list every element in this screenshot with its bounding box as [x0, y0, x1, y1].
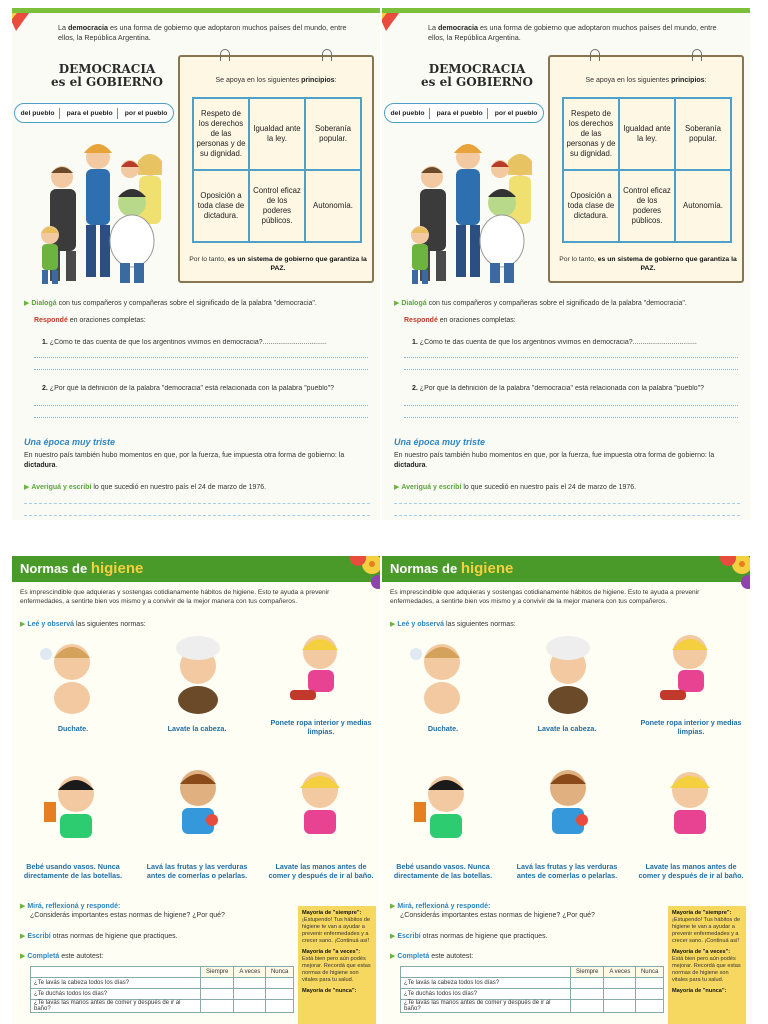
norm-caption-6: Lavate las manos antes de comer y después de ir al baño.: [638, 862, 744, 880]
answer-cell[interactable]: [636, 989, 664, 1000]
people-group-illustration: [34, 131, 180, 293]
answer-cell[interactable]: [234, 978, 266, 989]
hygiene-title: Normas de higiene: [20, 560, 144, 577]
principles-board: [178, 55, 374, 283]
democracy-sheet-right: [382, 8, 750, 520]
principles-subtitle: Se apoya en los siguientes principios:: [585, 77, 707, 84]
corner-flag-icon: [12, 9, 32, 31]
answer-cell[interactable]: [604, 978, 636, 989]
arrow-right-icon: ▶: [20, 953, 26, 960]
autotest-results-box: Mayoría de "siempre": ¡Estupendo! Tus hábitos de higiene te van a ayudar a prevenir enfermedades y a crecer sano. ¡Continuá así! Mayoría de "a veces": Está bien pero aún podés mejorar. Recordá que estas normas de higiene son vitales para tu salud. Mayoría de "nunca":: [298, 906, 376, 1024]
read-task: ▶ Leé y observá las siguientes normas:: [390, 621, 516, 628]
dictatorship-paragraph: En nuestro país también hubo momentos en que, por la fuerza, fue impuesta otra forma de gobierno: la dictadura.: [24, 452, 345, 469]
principle-control: Control eficaz de los poderes públicos.: [619, 170, 675, 242]
principle-oposicion: Oposición a toda clase de dictadura.: [563, 170, 619, 242]
principle-igualdad: Igualdad ante la ley.: [249, 98, 305, 170]
answer-cell[interactable]: [201, 978, 234, 989]
principle-control: Control eficaz de los poderes públicos.: [249, 170, 305, 242]
reflect-task: ▶ Mirá, reflexioná y respondé:: [20, 903, 121, 910]
norm-caption-5: Lavá las frutas y las verduras antes de comerlas o pelarlas.: [516, 862, 618, 880]
question-2: 2. ¿Por qué la definición de la palabra "democracia" está relacionada con la palabra "pueblo"?: [412, 385, 705, 392]
principle-oposicion: Oposición a toda clase de dictadura.: [193, 170, 249, 242]
reflect-question: ¿Considerás importantes estas normas de higiene? ¿Por qué?: [400, 912, 595, 919]
norm-caption-4: Bebé usando vasos. Nunca directamente de las botellas.: [23, 862, 123, 880]
complete-task: ▶ Completá este autotest:: [390, 953, 474, 960]
answer-cell[interactable]: [201, 1000, 234, 1013]
arrow-right-icon: ▶: [390, 933, 396, 940]
arrow-right-icon: ▶: [394, 484, 400, 491]
table-row: ¿Te duchás todos los días?: [31, 989, 294, 1000]
col-siempre: Siempre: [571, 967, 604, 978]
hygiene-sheet-left: [12, 556, 380, 1024]
table-header-row: [401, 967, 664, 978]
hygiene-intro: Es imprescindible que adquieras y sostengas cotidianamente hábitos de higiene. Esto te ayuda a prevenir enfermedades, a sentirte bien vos mismo y a convivir de la mejor manera con tus compañeros.: [20, 589, 330, 605]
democracy-title: DEMOCRACIA es el GOBIERNO: [51, 62, 163, 89]
principle-soberania: Soberanía popular.: [675, 98, 731, 170]
board-hook-icon: [692, 49, 702, 61]
norm-caption-4: Bebé usando vasos. Nunca directamente de las botellas.: [393, 862, 493, 880]
norm-caption-2: Lavate la cabeza.: [167, 724, 227, 733]
col-a-veces: A veces: [234, 967, 266, 978]
kid-wash-fruit-illustration: [160, 760, 234, 846]
norm-caption-3: Ponete ropa interior y medias limpias.: [640, 718, 742, 736]
autotest-table: [30, 966, 294, 1013]
kid-wash-hair-illustration: [530, 630, 604, 716]
pill-por-el-pueblo: por el pueblo: [494, 109, 538, 117]
people-pills: [14, 103, 174, 123]
democracy-intro: La democracia es una forma de gobierno que adoptaron muchos países del mundo, entre ellos, la República Argentina.: [58, 23, 347, 42]
section-title: Una época muy triste: [394, 437, 486, 447]
board-conclusion: Por lo tanto, es un sistema de gobierno que garantiza la PAZ.: [559, 256, 737, 272]
read-task: ▶ Leé y observá las siguientes normas:: [20, 621, 146, 628]
principle-autonomia: Autonomía.: [305, 170, 361, 242]
col-nunca: Nunca: [266, 967, 294, 978]
principle-autonomia: Autonomía.: [675, 170, 731, 242]
answer-cell[interactable]: [266, 978, 294, 989]
table-row: ¿Te lavás las manos antes de comer y después de ir al baño?: [31, 1000, 294, 1013]
kid-shower-illustration: [34, 632, 108, 718]
board-hook-icon: [322, 49, 332, 61]
write-task: ▶ Escribí otras normas de higiene que practiques.: [390, 933, 548, 940]
answer-cell[interactable]: [604, 989, 636, 1000]
principles-grid: [562, 97, 732, 243]
people-pills: [384, 103, 544, 123]
investigate-task: ▶ Averiguá y escribí lo que sucedió en nuestro país el 24 de marzo de 1976.: [24, 484, 267, 491]
answer-cell[interactable]: [266, 1000, 294, 1013]
answer-cell[interactable]: [234, 989, 266, 1000]
arrow-right-icon: ▶: [390, 621, 396, 628]
answer-cell[interactable]: [266, 989, 294, 1000]
arrow-right-icon: ▶: [394, 300, 400, 307]
board-hook-icon: [220, 49, 230, 61]
kid-wash-fruit-illustration: [530, 760, 604, 846]
answer-line[interactable]: [34, 357, 368, 358]
dialog-task: ▶ Dialogá con tus compañeros y compañeras sobre el significado de la palabra "democracia".: [24, 300, 317, 307]
reflect-task: ▶ Mirá, reflexioná y respondé:: [390, 903, 491, 910]
answer-line[interactable]: [394, 503, 740, 504]
norm-caption-5: Lavá las frutas y las verduras antes de comerlas o pelarlas.: [146, 862, 248, 880]
answer-line[interactable]: [34, 417, 368, 418]
autotest-results-box: Mayoría de "siempre": ¡Estupendo! Tus hábitos de higiene te van a ayudar a prevenir enfermedades y a crecer sano. ¡Continuá así! Mayoría de "a veces": Está bien pero aún podés mejorar. Recordá que estas normas de higiene son vitales para tu salud. Mayoría de "nunca":: [668, 906, 746, 1024]
arrow-right-icon: ▶: [20, 621, 26, 628]
norm-caption-1: Duchate.: [57, 724, 89, 733]
answer-line[interactable]: [34, 405, 368, 406]
complete-task: ▶ Completá este autotest:: [20, 953, 104, 960]
table-row: ¿Te lavás la cabeza todos los días?: [401, 978, 664, 989]
answer-line[interactable]: [394, 515, 740, 516]
pill-para-el-pueblo: para el pueblo: [433, 108, 488, 119]
principles-subtitle: Se apoya en los siguientes principios:: [215, 77, 337, 84]
democracy-intro: La democracia es una forma de gobierno que adoptaron muchos países del mundo, entre ellos, la República Argentina.: [428, 23, 717, 42]
answer-cell[interactable]: [636, 1000, 664, 1013]
table-row: ¿Te lavás las manos antes de comer y después de ir al baño?: [401, 1000, 664, 1013]
answer-line[interactable]: [24, 515, 370, 516]
reflect-question: ¿Considerás importantes estas normas de higiene? ¿Por qué?: [30, 912, 225, 919]
hygiene-sheet-right: [382, 556, 750, 1024]
respond-instruction: Respondé en oraciones completas:: [404, 317, 516, 324]
kid-shower-illustration: [404, 632, 478, 718]
write-task: ▶ Escribí otras normas de higiene que practiques.: [20, 933, 178, 940]
answer-line[interactable]: [24, 503, 370, 504]
dictatorship-paragraph: En nuestro país también hubo momentos en que, por la fuerza, fue impuesta otra forma de gobierno: la dictadura.: [394, 452, 715, 469]
principles-board: [548, 55, 744, 283]
answer-cell[interactable]: [571, 1000, 604, 1013]
hygiene-intro: Es imprescindible que adquieras y sostengas cotidianamente hábitos de higiene. Esto te ayuda a prevenir enfermedades, a sentirte bien vos mismo y a convivir de la mejor manera con tus compañeros.: [390, 589, 700, 605]
principle-soberania: Soberanía popular.: [305, 98, 361, 170]
question-2: 2. ¿Por qué la definición de la palabra "democracia" está relacionada con la palabra "pueblo"?: [42, 385, 335, 392]
pill-del-pueblo: del pueblo: [387, 108, 430, 119]
table-header-row: [31, 967, 294, 978]
answer-line[interactable]: [404, 405, 738, 406]
people-group-illustration: [404, 131, 550, 293]
arrow-right-icon: ▶: [20, 933, 26, 940]
answer-line[interactable]: [404, 417, 738, 418]
norm-caption-2: Lavate la cabeza.: [537, 724, 597, 733]
kid-drink-glass-illustration: [36, 764, 110, 850]
table-row: ¿Te duchás todos los días?: [401, 989, 664, 1000]
democracy-title: DEMOCRACIA es el GOBIERNO: [421, 62, 533, 89]
col-siempre: Siempre: [201, 967, 234, 978]
pill-por-el-pueblo: por el pueblo: [124, 109, 168, 117]
pill-del-pueblo: del pueblo: [17, 108, 60, 119]
kid-drink-glass-illustration: [406, 764, 480, 850]
arrow-right-icon: ▶: [20, 903, 26, 910]
question-1: 1. ¿Cómo te das cuenta de que los argentinos vivimos en democracia?.................................: [412, 339, 697, 346]
kid-clean-clothes-illustration: [280, 624, 354, 710]
kid-clean-clothes-illustration: [650, 624, 724, 710]
table-row: ¿Te lavás la cabeza todos los días?: [31, 978, 294, 989]
arrow-right-icon: ▶: [24, 300, 30, 307]
answer-line[interactable]: [34, 369, 368, 370]
answer-cell[interactable]: [636, 978, 664, 989]
principle-respeto: Respeto de los derechos de las personas y de su dignidad.: [193, 98, 249, 170]
norm-caption-6: Lavate las manos antes de comer y después de ir al baño.: [268, 862, 374, 880]
section-title: Una época muy triste: [24, 437, 116, 447]
pill-para-el-pueblo: para el pueblo: [63, 108, 118, 119]
answer-line[interactable]: [404, 357, 738, 358]
answer-cell[interactable]: [604, 1000, 636, 1013]
respond-instruction: Respondé en oraciones completas:: [34, 317, 146, 324]
answer-cell[interactable]: [571, 978, 604, 989]
arrow-right-icon: ▶: [390, 903, 396, 910]
question-1: 1. ¿Cómo te das cuenta de que los argentinos vivimos en democracia?.................................: [42, 339, 327, 346]
answer-cell[interactable]: [201, 989, 234, 1000]
kid-wash-hair-illustration: [160, 630, 234, 716]
democracy-sheet-left: [12, 8, 380, 520]
kid-wash-hands-illustration: [652, 760, 726, 846]
hygiene-title: Normas de higiene: [390, 560, 514, 577]
col-nunca: Nunca: [636, 967, 664, 978]
arrow-right-icon: ▶: [390, 953, 396, 960]
norm-caption-1: Duchate.: [427, 724, 459, 733]
col-a-veces: A veces: [604, 967, 636, 978]
dialog-task: ▶ Dialogá con tus compañeros y compañeras sobre el significado de la palabra "democracia".: [394, 300, 687, 307]
principles-grid: [192, 97, 362, 243]
answer-line[interactable]: [404, 369, 738, 370]
board-hook-icon: [590, 49, 600, 61]
kid-wash-hands-illustration: [282, 760, 356, 846]
arrow-right-icon: ▶: [24, 484, 30, 491]
investigate-task: ▶ Averiguá y escribí lo que sucedió en nuestro país el 24 de marzo de 1976.: [394, 484, 637, 491]
principle-igualdad: Igualdad ante la ley.: [619, 98, 675, 170]
norm-caption-3: Ponete ropa interior y medias limpias.: [270, 718, 372, 736]
board-conclusion: Por lo tanto, es un sistema de gobierno que garantiza la PAZ.: [189, 256, 367, 272]
answer-cell[interactable]: [571, 989, 604, 1000]
autotest-table: [400, 966, 664, 1013]
answer-cell[interactable]: [234, 1000, 266, 1013]
principle-respeto: Respeto de los derechos de las personas y de su dignidad.: [563, 98, 619, 170]
corner-flag-icon: [382, 9, 402, 31]
